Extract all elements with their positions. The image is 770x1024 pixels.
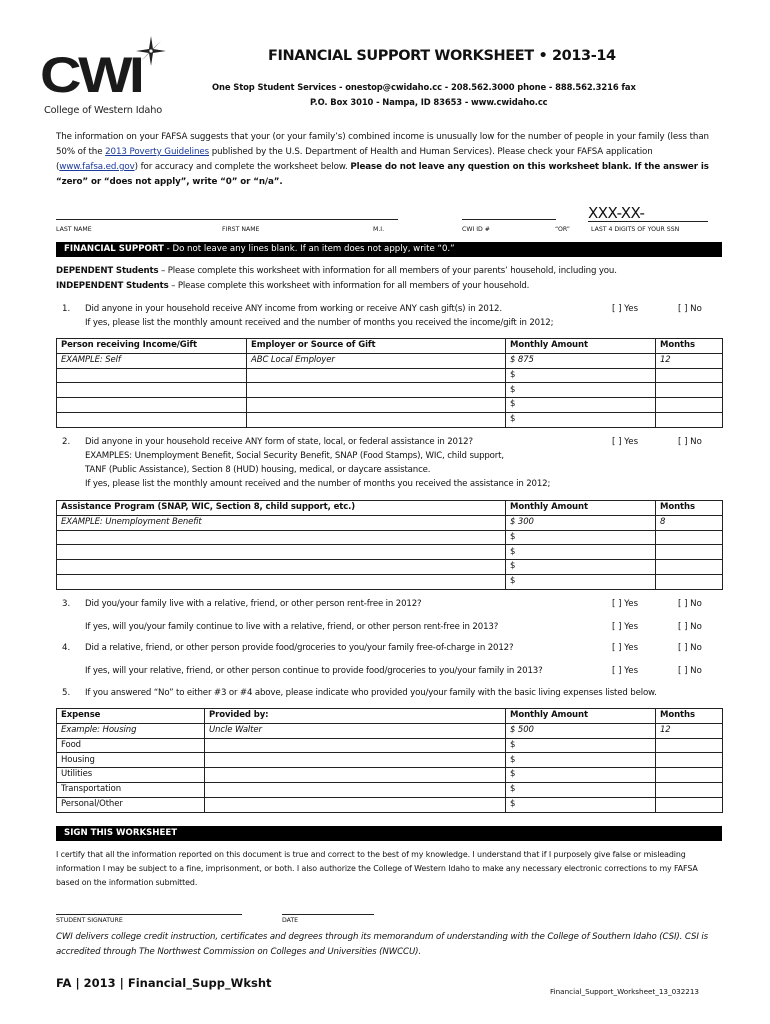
col-monthly-amount: Monthly Amount — [506, 709, 656, 724]
table-header-row — [57, 709, 723, 724]
fafsa-link[interactable]: www.fafsa.ed.gov — [59, 162, 135, 172]
logo-subtitle: College of Western Idaho — [44, 105, 163, 116]
entry-cell[interactable] — [205, 753, 506, 768]
or-label: “OR” — [555, 226, 570, 233]
intro-text-1: The information on your FAFSA suggests that your (or your family’s) combined income is unusually low for the number of people in your family (less than 50% of the — [56, 132, 709, 157]
amount-cell[interactable]: $ — [506, 782, 656, 797]
example-cell: Example: Housing — [57, 723, 205, 738]
q3-no-checkbox[interactable]: [ ] No — [678, 599, 702, 609]
table-header-row — [57, 501, 723, 516]
certification-text: I certify that all the information reported on this document is true and correct to the best of my knowledge. I understand that if I purposely give false or misleading information I may be subject to a fine, imprisonment, or both. I also authorize the College of Western Idaho to make any necessary electronic corrections to my FAFSA based on the information submitted. — [56, 850, 698, 888]
section-note: - Do not leave any lines blank. If an item does not apply, write “0.” — [163, 244, 455, 254]
q4-number: 4. — [62, 643, 71, 653]
entry-cell[interactable] — [57, 383, 247, 398]
dependent-instruction — [56, 266, 617, 276]
date-line[interactable] — [282, 914, 374, 915]
amount-cell[interactable]: $ — [506, 545, 656, 560]
entry-cell[interactable] — [57, 412, 247, 427]
example-cell: $ 875 — [506, 353, 656, 368]
q3-number: 3. — [62, 599, 71, 609]
col-person: Person receiving Income/Gift — [57, 339, 247, 354]
amount-cell[interactable]: $ — [506, 383, 656, 398]
amount-cell[interactable]: $ — [506, 753, 656, 768]
table-row — [57, 768, 723, 783]
student-signature-label: STUDENT SIGNATURE — [56, 917, 123, 924]
footer-form-id: FA | 2013 | Financial_Supp_Wksht — [56, 976, 272, 990]
amount-cell[interactable]: $ — [506, 738, 656, 753]
expense-label: Personal/Other — [57, 797, 205, 812]
entry-cell[interactable] — [247, 368, 506, 383]
amount-cell[interactable]: $ — [506, 560, 656, 575]
q3b-no-checkbox[interactable]: [ ] No — [678, 622, 702, 632]
q3-yes-checkbox[interactable]: [ ] Yes — [612, 599, 639, 609]
q1-text-1: Did anyone in your household receive ANY income from working or receive ANY cash gift(s) in 2012. — [85, 304, 502, 314]
col-expense: Expense — [57, 709, 205, 724]
col-monthly-amount: Monthly Amount — [506, 339, 656, 354]
last-name-label: LAST NAME — [56, 226, 92, 233]
example-cell: EXAMPLE: Self — [57, 353, 247, 368]
entry-cell[interactable] — [656, 768, 723, 783]
table-row — [57, 530, 723, 545]
table-row — [57, 738, 723, 753]
intro-text-3: ) for accuracy and complete the worksheet below. — [134, 162, 351, 172]
entry-cell[interactable] — [57, 560, 506, 575]
table-header-row — [57, 339, 723, 354]
table-row — [57, 797, 723, 812]
student-signature-line[interactable] — [56, 914, 242, 915]
q2-text-1: Did anyone in your household receive ANY form of state, local, or federal assistance in 2012? — [85, 437, 473, 447]
mi-label: M.I. — [373, 226, 385, 233]
entry-cell[interactable] — [205, 768, 506, 783]
q2-text-3: TANF (Public Assistance), Section 8 (HUD) housing, medical, or daycare assistance. — [85, 465, 431, 475]
entry-cell[interactable] — [656, 797, 723, 812]
q3b-yes-checkbox[interactable]: [ ] Yes — [612, 622, 639, 632]
income-table — [56, 338, 723, 428]
example-row — [57, 723, 723, 738]
q4-no-checkbox[interactable]: [ ] No — [678, 643, 702, 653]
example-cell: EXAMPLE: Unemployment Benefit — [57, 515, 506, 530]
col-monthly-amount: Monthly Amount — [506, 501, 656, 516]
date-label: DATE — [282, 917, 299, 924]
q4-text-1: Did a relative, friend, or other person provide food/groceries to you/your family free-of-charge in 2012? — [85, 643, 514, 653]
entry-cell[interactable] — [205, 797, 506, 812]
expense-label: Food — [57, 738, 205, 753]
expense-table — [56, 708, 723, 813]
example-cell: 8 — [656, 515, 723, 530]
example-row — [57, 353, 723, 368]
q1-no-checkbox[interactable]: [ ] No — [678, 304, 702, 314]
q4-yes-checkbox[interactable]: [ ] Yes — [612, 643, 639, 653]
page-title: FINANCIAL SUPPORT WORKSHEET • 2013-14 — [268, 48, 616, 64]
col-assistance-program: Assistance Program (SNAP, WIC, Section 8, child support, etc.) — [57, 501, 506, 516]
example-row — [57, 515, 723, 530]
entry-cell[interactable] — [57, 530, 506, 545]
ssn-label: LAST 4 DIGITS OF YOUR SSN — [591, 226, 680, 233]
q2-text-4: If yes, please list the monthly amount received and the number of months you received the assistance in 2012; — [85, 479, 551, 489]
q3-text-1: Did you/your family live with a relative, friend, or other person rent-free in 2012? — [85, 599, 422, 609]
entry-cell[interactable] — [57, 398, 247, 413]
cwi-id-line[interactable] — [462, 219, 556, 220]
q2-text-2: EXAMPLES: Unemployment Benefit, Social Security Benefit, SNAP (Food Stamps), WIC, child support, — [85, 451, 504, 461]
table-row — [57, 383, 723, 398]
intro-instruction: Please do not leave any question on this worksheet blank. If the answer is “zero” or “does not apply”, write “0” or “n/a”. — [56, 162, 709, 187]
entry-cell[interactable] — [247, 383, 506, 398]
q1-number: 1. — [62, 304, 71, 314]
amount-cell[interactable]: $ — [506, 797, 656, 812]
assistance-table — [56, 500, 723, 590]
table-row — [57, 574, 723, 589]
logo-letters: CWI — [40, 47, 142, 103]
footer-file-name: Financial_Support_Worksheet_13_032213 — [550, 987, 700, 996]
col-months: Months — [656, 709, 723, 724]
financial-support-header — [56, 242, 722, 257]
example-cell: 12 — [656, 723, 723, 738]
independent-text: – Please complete this worksheet with information for all members of your household. — [168, 281, 530, 291]
entry-cell[interactable] — [247, 398, 506, 413]
section-title: FINANCIAL SUPPORT — [64, 244, 164, 254]
col-provided-by: Provided by: — [205, 709, 506, 724]
amount-cell[interactable]: $ — [506, 530, 656, 545]
entry-cell[interactable] — [656, 398, 723, 413]
entry-cell[interactable] — [57, 545, 506, 560]
entry-cell[interactable] — [205, 738, 506, 753]
entry-cell[interactable] — [656, 560, 723, 575]
independent-instruction — [56, 281, 529, 291]
cwi-logo — [40, 36, 168, 120]
entry-cell[interactable] — [656, 782, 723, 797]
q2-number: 2. — [62, 437, 71, 447]
entry-cell[interactable] — [57, 368, 247, 383]
entry-cell[interactable] — [656, 368, 723, 383]
dependent-label: DEPENDENT Students — [56, 266, 159, 276]
accreditation-note: CWI delivers college credit instruction, certificates and degrees through its memorandum of understanding with the College of Southern Idaho (CSI). CSI is accredited through The Northwest Commission on Colleges and Universities (NWCCU). — [56, 932, 709, 957]
table-row — [57, 560, 723, 575]
entry-cell[interactable] — [656, 753, 723, 768]
ssn-line[interactable] — [588, 221, 708, 222]
q1-yes-checkbox[interactable]: [ ] Yes — [612, 304, 639, 314]
name-line[interactable] — [56, 219, 398, 220]
table-row — [57, 545, 723, 560]
sign-worksheet-header: SIGN THIS WORKSHEET — [56, 826, 722, 841]
expense-label: Transportation — [57, 782, 205, 797]
table-row — [57, 753, 723, 768]
table-row — [57, 368, 723, 383]
entry-cell[interactable] — [205, 782, 506, 797]
entry-cell[interactable] — [247, 412, 506, 427]
example-cell: $ 500 — [506, 723, 656, 738]
intro-text-2: published by the U.S. Department of Health and Human Services). Please check your FAFSA application ( — [56, 147, 653, 172]
example-cell: 12 — [656, 353, 723, 368]
entry-cell[interactable] — [656, 545, 723, 560]
poverty-guidelines-link[interactable]: 2013 Poverty Guidelines — [105, 147, 210, 157]
q4b-yes-checkbox[interactable]: [ ] Yes — [612, 666, 639, 676]
amount-cell[interactable]: $ — [506, 574, 656, 589]
cwi-id-label: CWI ID # — [462, 226, 490, 233]
amount-cell[interactable]: $ — [506, 768, 656, 783]
table-row — [57, 782, 723, 797]
q2-no-checkbox[interactable]: [ ] No — [678, 437, 702, 447]
entry-cell[interactable] — [656, 530, 723, 545]
dependent-text: – Please complete this worksheet with information for all members of your parents’ household, including you. — [158, 266, 617, 276]
entry-cell[interactable] — [656, 738, 723, 753]
expense-label: Housing — [57, 753, 205, 768]
entry-cell[interactable] — [656, 412, 723, 427]
expense-label: Utilities — [57, 768, 205, 783]
amount-cell[interactable]: $ — [506, 398, 656, 413]
q4-text-2: If yes, will your relative, friend, or other person continue to provide food/groceries to you/your family in 2013? — [85, 666, 543, 676]
col-months: Months — [656, 339, 723, 354]
amount-cell[interactable]: $ — [506, 368, 656, 383]
contact-line-1: One Stop Student Services - onestop@cwidaho.cc - 208.562.3000 phone - 888.562.3216 fax — [212, 82, 636, 92]
col-employer: Employer or Source of Gift — [247, 339, 506, 354]
q1-text-2: If yes, please list the monthly amount received and the number of months you received the income/gift in 2012; — [85, 318, 554, 328]
q3-text-2: If yes, will you/your family continue to live with a relative, friend, or other person rent-free in 2013? — [85, 622, 499, 632]
example-cell: $ 300 — [506, 515, 656, 530]
contact-line-2: P.O. Box 3010 - Nampa, ID 83653 - www.cwidaho.cc — [310, 97, 548, 107]
q5-text: If you answered “No” to either #3 or #4 above, please indicate who provided you/your family with the basic living expenses listed below. — [85, 688, 657, 698]
example-cell: ABC Local Employer — [247, 353, 506, 368]
example-cell: Uncle Walter — [205, 723, 506, 738]
table-row — [57, 398, 723, 413]
col-months: Months — [656, 501, 723, 516]
ssn-prefix: XXX-XX- — [588, 204, 645, 222]
q4b-no-checkbox[interactable]: [ ] No — [678, 666, 702, 676]
entry-cell[interactable] — [57, 574, 506, 589]
q2-yes-checkbox[interactable]: [ ] Yes — [612, 437, 639, 447]
q5-number: 5. — [62, 688, 71, 698]
independent-label: INDEPENDENT Students — [56, 281, 169, 291]
intro-paragraph — [56, 130, 726, 190]
amount-cell[interactable]: $ — [506, 412, 656, 427]
table-row — [57, 412, 723, 427]
first-name-label: FIRST NAME — [222, 226, 260, 233]
entry-cell[interactable] — [656, 383, 723, 398]
entry-cell[interactable] — [656, 574, 723, 589]
